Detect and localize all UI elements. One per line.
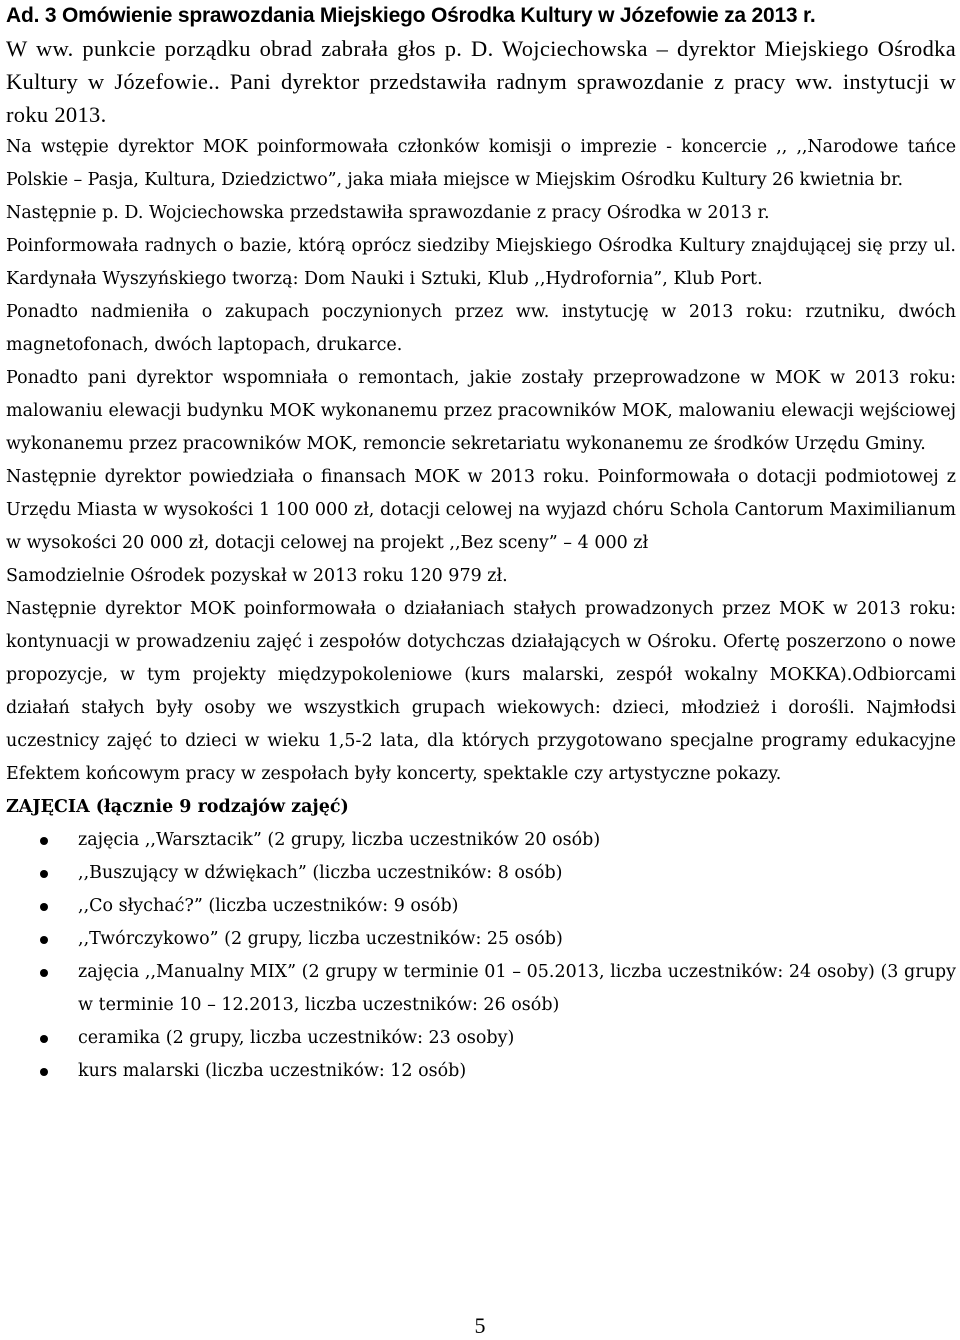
section-heading: Ad. 3 Omówienie sprawozdania Miejskiego Ośrodka Kultury w Józefowie za 2013 r.: [6, 4, 816, 27]
list-item: [6, 956, 956, 1022]
bullet-icon: [40, 969, 48, 977]
bullet-icon: [40, 936, 48, 944]
list-item: [6, 1055, 956, 1088]
list-item: [6, 824, 956, 857]
list-item-text: kurs malarski (liczba uczestników: 12 osób): [78, 1061, 467, 1081]
list-item: [6, 1022, 956, 1055]
bullet-icon: [40, 870, 48, 878]
bullet-icon: [40, 1068, 48, 1076]
list-item: [6, 923, 956, 956]
classes-title: ZAJĘCIA (łącznie 9 rodzajów zajęć): [6, 797, 349, 817]
list-item: [6, 857, 956, 890]
bullet-icon: [40, 837, 48, 845]
bullet-icon: [40, 1035, 48, 1043]
list-item: [6, 890, 956, 923]
list-item-text: ceramika (2 grupy, liczba uczestników: 23 osoby): [78, 1028, 515, 1048]
intro-paragraph: W ww. punkcie porządku obrad zabrała głos p. D. Wojciechowska – dyrektor Miejskiego Ośrodka Kultury w Józefowie.. Pani dyrektor przedstawiła radnym sprawozdanie z pracy ww. instytucji w roku 2013.: [6, 36, 956, 127]
page-number: 5: [474, 1313, 486, 1338]
paragraph-facilities: Poinformowała radnych o bazie, którą oprócz siedziby Miejskiego Ośrodka Kultury znajdującej się przy ul. Kardynała Wyszyńskiego tworzą: Dom Nauki i Sztuki, Klub ,,Hydrofornia”, Klub Port.: [6, 236, 956, 289]
list-item-text: ,,Twórczykowo” (2 grupy, liczba uczestników: 25 osób): [78, 929, 563, 949]
list-item-text: zajęcia ,,Manualny MIX” (2 grupy w terminie 01 – 05.2013, liczba uczestników: 24 osoby) (3 grupy w terminie 10 – 12.2013, liczba uczestników: 26 osób): [78, 962, 956, 1015]
paragraph-concert: Na wstępie dyrektor MOK poinformowała członków komisji o imprezie - koncercie ,, ,,Narodowe tańce Polskie – Pasja, Kultura, Dziedzictwo”, jaka miała miejsce w Miejskim Ośrodku Kultury 26 kwietnia br.: [6, 137, 956, 190]
document-page: [6, 0, 956, 1088]
paragraph-finances: Następnie dyrektor powiedziała o finansach MOK w 2013 roku. Poinformowała o dotacji podmiotowej z Urzędu Miasta w wysokości 1 100 000 zł, dotacji celowej na wyjazd chóru Schola Cantorum Maximilianum w wysokości 20 000 zł, dotacji celowej na projekt ,,Bez sceny” – 4 000 zł: [6, 467, 956, 553]
paragraph-activities: Następnie dyrektor MOK poinformowała o działaniach stałych prowadzonych przez MOK w 2013 roku: kontynuacji w prowadzeniu zajęć i zespołów dotychczas działających w Ośroku. Ofertę poszerzono o nowe propozycje, w tym projekty międzypokoleniowe (kurs malarski, zespół wokalny MOKKA).Odbiorcami działań stałych były osoby we wszystkich grupach wiekowych: dzieci, młodzież i dorośli. Najmłodsi uczestnicy zajęć to dzieci w wieku 1,5-2 lata, dla których przygotowano specjalne programy edukacyjne Efektem końcowym pracy w zespołach były koncerty, spektakle czy artystyczne pokazy.: [6, 599, 956, 784]
list-item-text: ,,Buszujący w dźwiękach” (liczba uczestników: 8 osób): [78, 863, 563, 883]
paragraph-renovations: Ponadto pani dyrektor wspomniała o remontach, jakie zostały przeprowadzone w MOK w 2013 roku: malowaniu elewacji budynku MOK wykonanemu przez pracowników MOK, malowaniu elewacji wejściowej wykonanemu przez pracowników MOK, remoncie sekretariatu wykonanemu ze środków Urzędu Gminy.: [6, 368, 956, 454]
list-item-text: zajęcia ,,Warsztacik” (2 grupy, liczba uczestników 20 osób): [78, 830, 601, 850]
paragraph-own-income: Samodzielnie Ośrodek pozyskał w 2013 roku 120 979 zł.: [6, 566, 508, 586]
bullet-icon: [40, 903, 48, 911]
classes-list: [6, 824, 956, 1088]
list-item-text: ,,Co słychać?” (liczba uczestników: 9 osób): [78, 896, 459, 916]
paragraph-purchases: Ponadto nadmieniła o zakupach poczynionych przez ww. instytucję w 2013 roku: rzutniku, dwóch magnetofonach, dwóch laptopach, drukarce.: [6, 302, 956, 355]
paragraph-report: Następnie p. D. Wojciechowska przedstawiła sprawozdanie z pracy Ośrodka w 2013 r.: [6, 203, 770, 223]
